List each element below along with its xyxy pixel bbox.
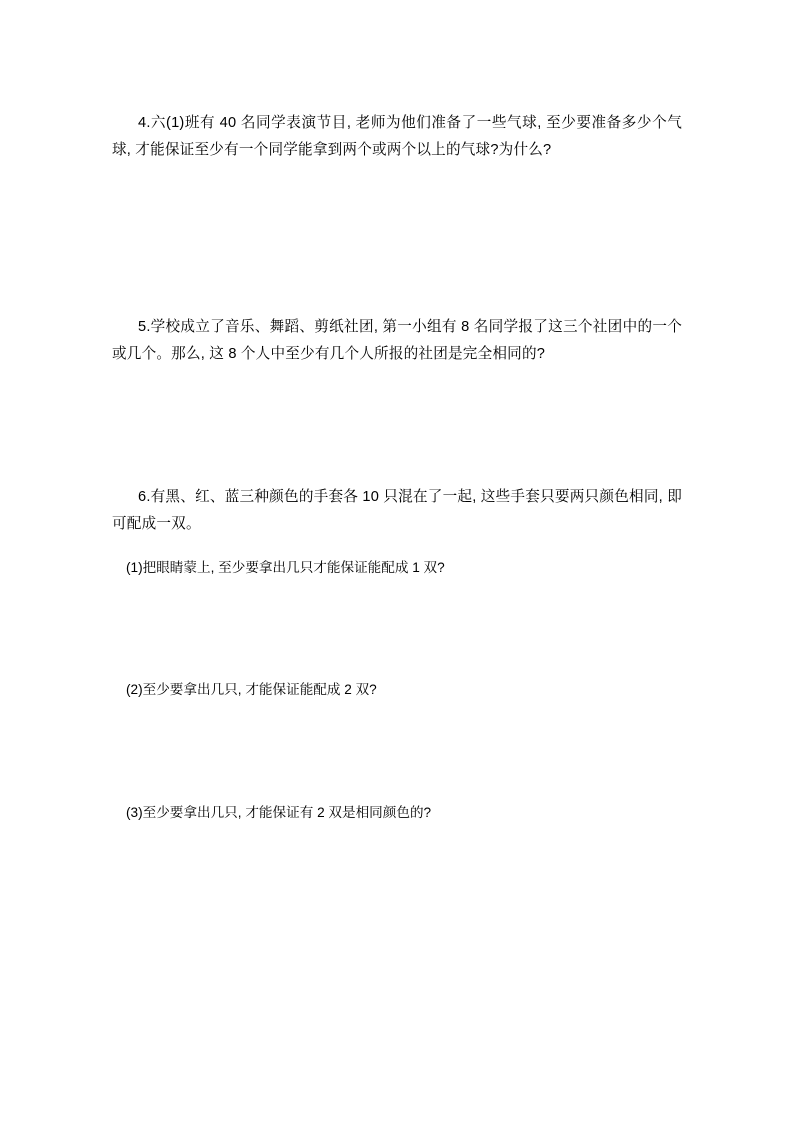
problem-5-text: 5.学校成立了音乐、舞蹈、剪纸社团, 第一小组有 8 名同学报了这三个社团中的一个或几个。那么, 这 8 个人中至少有几个人所报的社团是完全相同的? [112, 318, 682, 362]
problem-6-sub-2: (2)至少要拿出几只, 才能保证能配成 2 双? [126, 682, 377, 698]
spacer-6 [112, 538, 682, 556]
answer-space-6-1 [112, 580, 682, 678]
problem-6-text: 6.有黑、红、蓝三种颜色的手套各 10 只混在了一起, 这些手套只要两只颜色相同, 即可配成一双。 [112, 488, 682, 532]
answer-space-6-2 [112, 703, 682, 801]
problem-4 [112, 110, 682, 164]
problem-6 [112, 484, 682, 825]
problem-6-sub-3: (3)至少要拿出几只, 才能保证有 2 双是相同颜色的? [126, 804, 432, 820]
answer-space-4 [112, 164, 682, 314]
document-content [112, 110, 682, 825]
problem-6-sub-1: (1)把眼睛蒙上, 至少要拿出几只才能保证能配成 1 双? [126, 559, 445, 575]
problem-4-text: 4.六(1)班有 40 名同学表演节目, 老师为他们准备了一些气球, 至少要准备多少个气球, 才能保证至少有一个同学能拿到两个或两个以上的气球?为什么? [112, 115, 682, 158]
problem-5 [112, 314, 682, 368]
answer-space-5 [112, 368, 682, 484]
